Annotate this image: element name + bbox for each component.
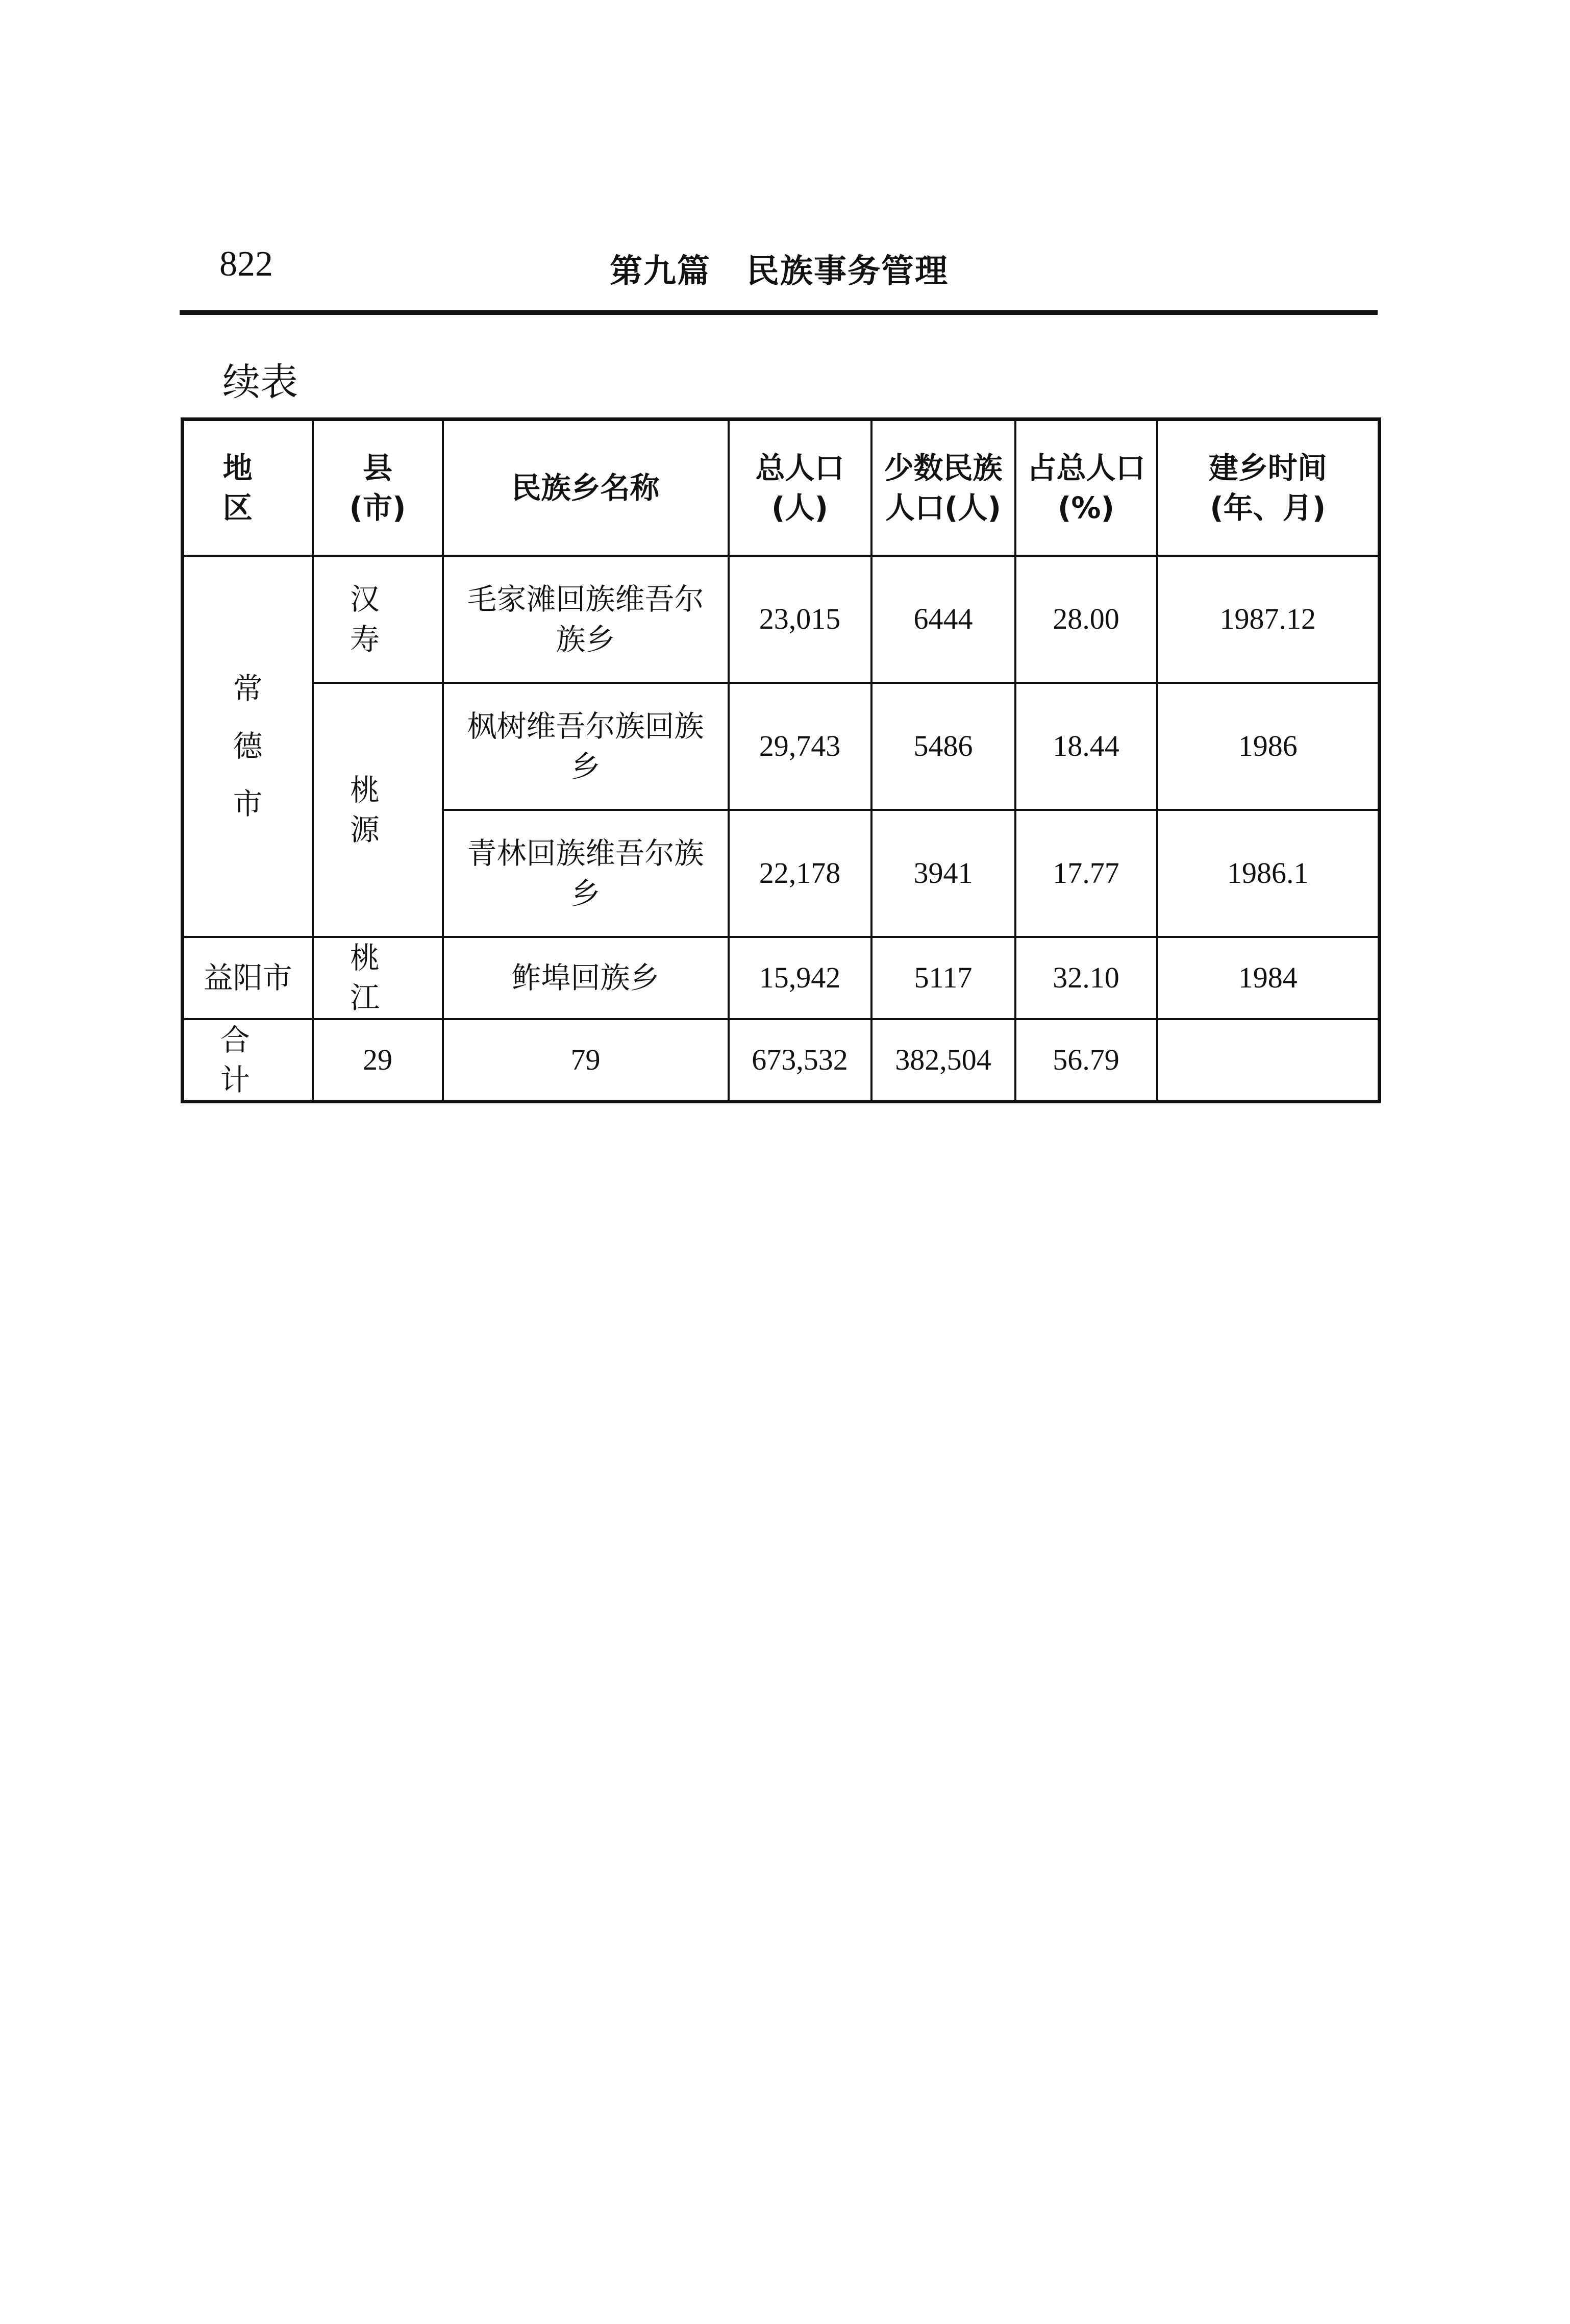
header-row — [183, 419, 1380, 556]
minority-pop-sum-cell: 382,504 — [871, 1019, 1015, 1102]
minority-pop-cell: 5117 — [871, 937, 1015, 1019]
col-header-total-pop: 总人口 (人) — [729, 419, 871, 556]
township-name-cell: 毛家滩回族维吾尔族乡 — [443, 556, 729, 683]
county-cell: 桃 江 — [313, 937, 443, 1019]
total-row — [183, 1019, 1380, 1102]
chapter-title: 民族事务管理 — [746, 253, 949, 290]
ethnic-township-table — [181, 417, 1381, 1103]
table-row — [183, 937, 1380, 1019]
county-cell: 汉 寿 — [313, 556, 443, 683]
total-pop-cell: 22,178 — [729, 810, 871, 937]
region-cell: 益阳市 — [183, 937, 313, 1019]
minority-pop-cell: 6444 — [871, 556, 1015, 683]
col-header-region: 地 区 — [183, 419, 313, 556]
share-cell: 18.44 — [1015, 683, 1157, 810]
share-cell: 32.10 — [1015, 937, 1157, 1019]
total-township-count-cell: 79 — [443, 1019, 729, 1102]
table-row — [183, 556, 1380, 683]
total-label-cell: 合 计 — [183, 1019, 313, 1102]
total-county-count-cell: 29 — [313, 1019, 443, 1102]
table-row — [183, 683, 1380, 810]
region-cell: 常德市 — [183, 556, 313, 937]
col-header-founded: 建乡时间 (年、月) — [1157, 419, 1380, 556]
minority-pop-cell: 5486 — [871, 683, 1015, 810]
share-total-cell: 56.79 — [1015, 1019, 1157, 1102]
township-name-cell: 枫树维吾尔族回族乡 — [443, 683, 729, 810]
col-header-share: 占总人口 (%) — [1015, 419, 1157, 556]
county-cell: 桃 源 — [313, 683, 443, 937]
minority-pop-cell: 3941 — [871, 810, 1015, 937]
header-rule — [180, 310, 1378, 315]
total-pop-cell: 15,942 — [729, 937, 871, 1019]
table-continued-caption: 续表 — [222, 360, 298, 404]
township-name-cell: 鲊埠回族乡 — [443, 937, 729, 1019]
township-name-cell: 青林回族维吾尔族乡 — [443, 810, 729, 937]
share-cell: 17.77 — [1015, 810, 1157, 937]
founded-cell: 1987.12 — [1157, 556, 1380, 683]
running-header — [610, 245, 949, 292]
col-header-township-name: 民族乡名称 — [443, 419, 729, 556]
founded-total-cell — [1157, 1019, 1380, 1102]
part-label: 第九篇 — [610, 253, 711, 290]
founded-cell: 1986.1 — [1157, 810, 1380, 937]
founded-cell: 1986 — [1157, 683, 1380, 810]
col-header-minority-pop: 少数民族 人口(人) — [871, 419, 1015, 556]
total-pop-cell: 23,015 — [729, 556, 871, 683]
total-pop-sum-cell: 673,532 — [729, 1019, 871, 1102]
page-number: 822 — [219, 244, 273, 284]
col-header-county: 县 (市) — [313, 419, 443, 556]
share-cell: 28.00 — [1015, 556, 1157, 683]
founded-cell: 1984 — [1157, 937, 1380, 1019]
total-pop-cell: 29,743 — [729, 683, 871, 810]
